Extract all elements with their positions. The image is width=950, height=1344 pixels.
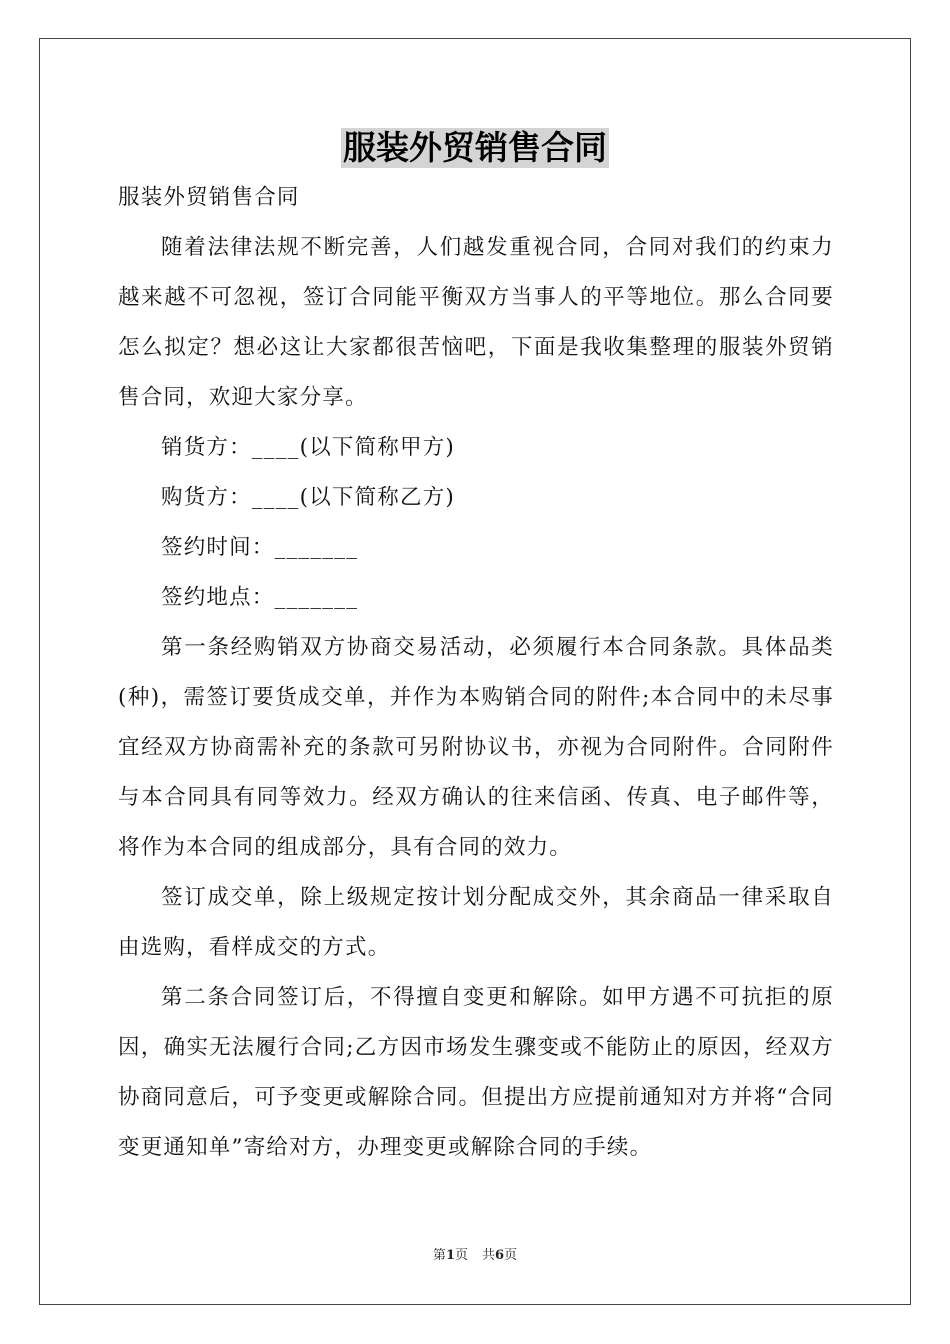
article-1-paragraph: 第一条经购销双方协商交易活动，必须履行本合同条款。具体品类(种)，需签订要货成交单，并作为本购销合同的附件;本合同中的未尽事宜经双方协商需补充的条款可另附协议书，亦视为合同附件。合同附件与本合同具有同等效力。经双方确认的往来信函、传真、电子邮件等，将作为本合同的组成部分，具有合同的效力。 (118, 635, 834, 860)
seller-line: 销货方：____(以下简称甲方) (161, 435, 455, 460)
total-label-prefix: 共 (482, 1248, 496, 1263)
current-page-number: 1 (445, 1248, 455, 1263)
page-label-prefix: 第 (432, 1248, 446, 1263)
buyer-line: 购货方：____(以下简称乙方) (161, 485, 455, 510)
signing-time-line: 签约时间：_______ (161, 535, 359, 560)
total-label-suffix: 页 (504, 1248, 518, 1263)
total-page-number: 6 (495, 1248, 505, 1263)
document-title: 服装外贸销售合同 (343, 128, 607, 167)
page-footer (0, 1246, 950, 1266)
page-label-suffix: 页 (454, 1248, 468, 1263)
article-2-paragraph: 第二条合同签订后，不得擅自变更和解除。如甲方遇不可抗拒的原因，确实无法履行合同;乙方因市场发生骤变或不能防止的原因，经双方协商同意后，可予变更或解除合同。但提出方应提前通知对方并将“合同变更通知单”寄给对方，办理变更或解除合同的手续。 (118, 985, 834, 1160)
doc-subtitle: 服装外贸销售合同 (118, 185, 300, 210)
signing-place-line: 签约地点：_______ (161, 585, 359, 610)
order-paragraph: 签订成交单，除上级规定按计划分配成交外，其余商品一律采取自由选购，看样成交的方式。 (118, 885, 834, 960)
title-container (0, 128, 950, 168)
document-body (118, 173, 834, 1173)
intro-paragraph: 随着法律法规不断完善，人们越发重视合同，合同对我们的约束力越来越不可忽视，签订合同能平衡双方当事人的平等地位。那么合同要怎么拟定？想必这让大家都很苦恼吧，下面是我收集整理的服装外贸销售合同，欢迎大家分享。 (118, 235, 834, 410)
